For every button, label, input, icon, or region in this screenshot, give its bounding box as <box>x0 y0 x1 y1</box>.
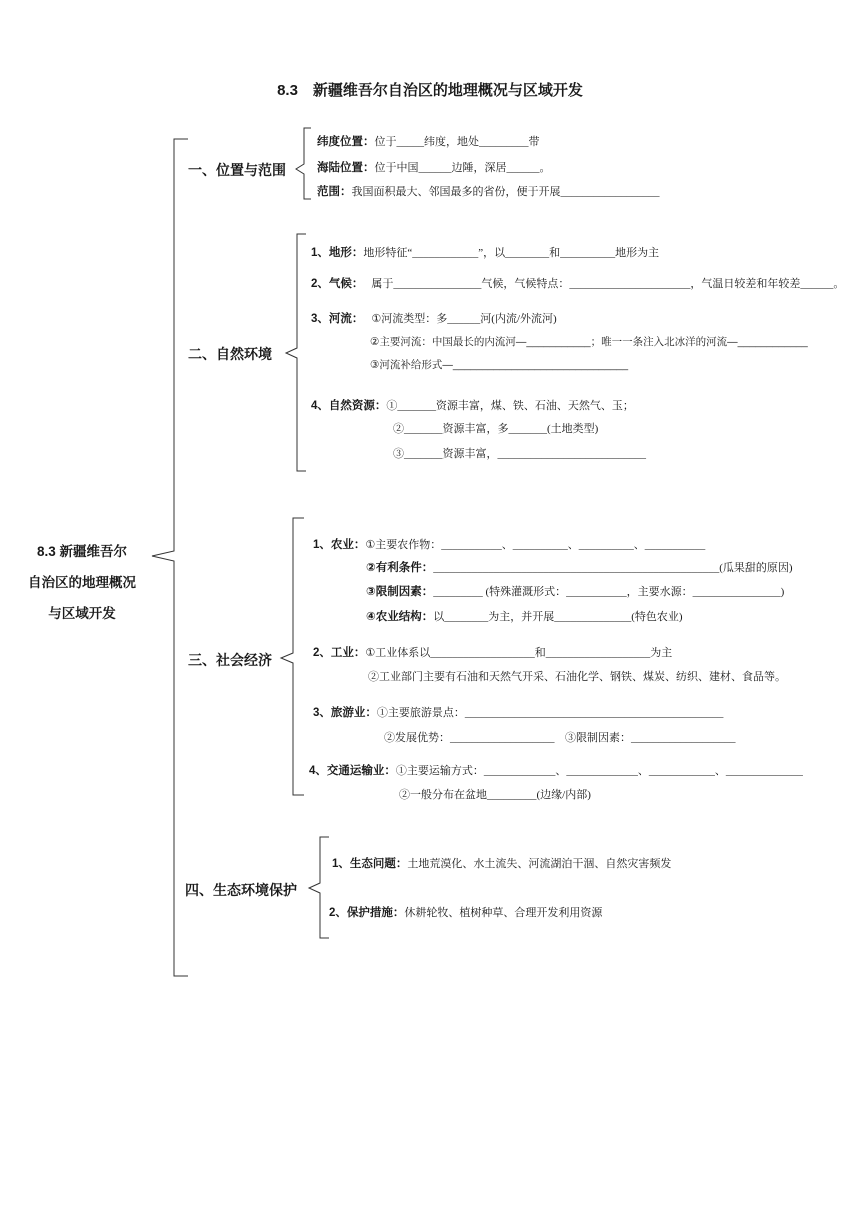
main-crops-label: ①主要农作物： <box>365 539 442 551</box>
protection-label: 2、保护措施： <box>329 907 405 919</box>
section-1-label: 一、位置与范围 <box>188 162 286 178</box>
limiting-factors-text: _________ (特殊灌溉形式：___________，主要水源：________________) <box>433 586 785 598</box>
main-brace <box>152 139 188 976</box>
transport-distribution-text: ②一般分布在盆地_________(边缘/内部) <box>399 789 591 801</box>
tourism-spots-text: ①主要旅游景点：_______________________________________________ <box>376 707 724 719</box>
favorable-conditions-line <box>366 559 793 575</box>
main-crops-text: ___________、__________、__________、___________ <box>441 539 706 551</box>
limiting-factors-line <box>366 583 784 599</box>
tourism-line <box>313 704 723 720</box>
industry-line <box>313 644 672 660</box>
land-sea-position-label: 海陆位置： <box>317 162 375 174</box>
section-2-label: 二、自然环境 <box>188 346 272 362</box>
agriculture-label: 1、农业： <box>313 539 366 551</box>
eco-problems-text: 土地荒漠化、水土流失、河流湖泊干涸、自然灾害频发 <box>407 858 672 870</box>
scope-text: 我国面积最大、邻国最多的省份，便于开展__________________ <box>351 186 660 198</box>
root-topic-line-2: 自治区的地理概况 <box>28 575 136 590</box>
protection-line <box>329 904 602 920</box>
climate-label: 2、气候： <box>311 278 364 290</box>
agri-structure-label: ④农业结构： <box>366 611 434 623</box>
land-sea-position-text: 位于中国______边陲，深居______。 <box>374 162 551 174</box>
scope-line <box>317 183 660 199</box>
terrain-line <box>311 244 659 260</box>
industry-system-text: 以___________________和___________________为主 <box>419 647 673 659</box>
brace-2 <box>286 234 306 471</box>
river-supply-line: ③河流补给形式—______________________________ <box>370 359 629 371</box>
brace-3 <box>281 518 304 795</box>
climate-text: 属于________________气候，气候特点：______________________，气温日较差和年较差______。 <box>371 278 845 290</box>
root-topic-line-1: 8.3 新疆维吾尔 <box>36 544 128 559</box>
brace-4 <box>309 837 329 938</box>
terrain-label: 1、地形： <box>311 247 364 259</box>
terrain-text: 地形特征“____________”，以________和__________地形为主 <box>363 247 660 259</box>
river-type-text: ______河(内流/外流河) <box>447 313 557 325</box>
tourism-advantages-text: ②发展优势：___________________ <box>384 732 555 744</box>
protection-text: 休耕轮牧、植树种草、合理开发利用资源 <box>404 907 603 919</box>
favorable-conditions-label: ②有利条件： <box>366 562 434 574</box>
latitude-position-text: 位于_____纬度，地处_________带 <box>374 136 540 148</box>
agri-structure-text: 以________为主，并开展______________(特色农业) <box>433 611 683 623</box>
river-line <box>311 310 557 326</box>
climate-line <box>311 275 844 291</box>
industry-label: 2、工业： <box>313 647 366 659</box>
main-rivers-line: ②主要河流：中国最长的内流河—___________；唯一一条注入北冰洋的河流—____________ <box>370 336 808 348</box>
natural-resources-label: 4、自然资源： <box>311 400 387 412</box>
transport-label: 4、交通运输业： <box>309 765 396 777</box>
page-title: 8.3 新疆维吾尔自治区的地理概况与区域开发 <box>277 82 583 99</box>
eco-problems-line <box>332 855 671 871</box>
section-3-label: 三、社会经济 <box>188 652 272 668</box>
section-4-label: 四、生态环境保护 <box>185 882 297 898</box>
tourism-limits-text: ③限制因素：___________________ <box>565 732 736 744</box>
river-label: 3、河流： <box>311 313 364 325</box>
resource-3-text: ③_______资源丰富，___________________________ <box>393 448 646 460</box>
latitude-position-label: 纬度位置： <box>317 136 375 148</box>
transport-line <box>309 762 803 778</box>
land-sea-position-line <box>317 159 551 175</box>
resource-1-text: ①_______资源丰富，煤、铁、石油、天然气、玉； <box>386 400 634 412</box>
natural-resources-line <box>311 397 634 413</box>
industry-sectors-text: ②工业部门主要有石油和天然气开采、石油化学、钢铁、煤炭、纺织、建材、食品等。 <box>368 671 786 683</box>
favorable-conditions-text: ____________________________________________________(瓜果甜的原因) <box>433 562 793 574</box>
river-type-label: ①河流类型：多 <box>371 313 448 325</box>
resource-2-text: ②_______资源丰富，多_______(土地类型) <box>393 423 599 435</box>
tourism-label: 3、旅游业： <box>313 707 377 719</box>
agriculture-line <box>313 536 705 552</box>
agri-structure-line <box>366 608 683 624</box>
industry-system-label: ①工业体系 <box>365 647 420 659</box>
root-topic-line-3: 与区域开发 <box>48 606 116 621</box>
transport-modes-text: ①主要运输方式：_____________、_____________、____________、______________ <box>395 765 803 777</box>
brace-1 <box>296 128 311 199</box>
latitude-position-line <box>317 133 540 149</box>
eco-problems-label: 1、生态问题： <box>332 858 408 870</box>
root-topic <box>12 536 152 629</box>
scope-label: 范围： <box>317 186 352 198</box>
limiting-factors-label: ③限制因素： <box>366 586 434 598</box>
